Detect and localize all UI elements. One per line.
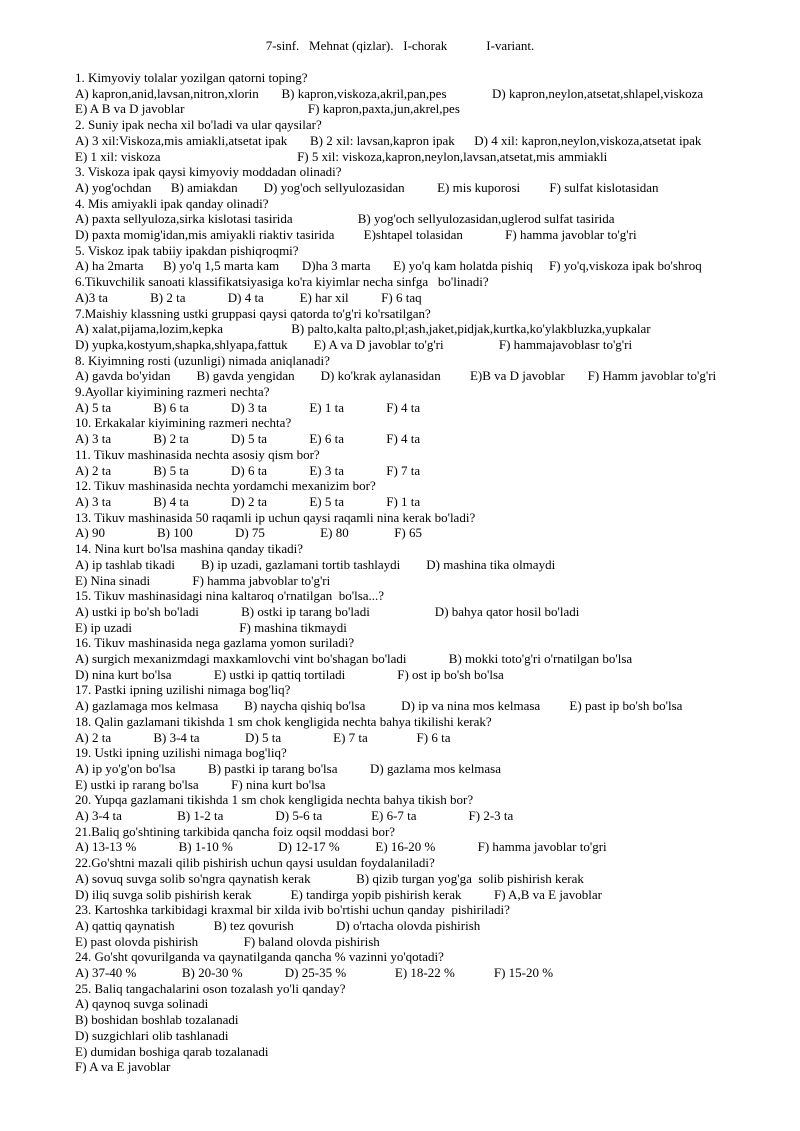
question-20-line-1: 20. Yupqa gazlamani tikishda 1 sm chok kengligida nechta bahya tikish bor? (75, 792, 474, 808)
question-6-line-1: 6.Tikuvchilik sanoati klassifikatsiyasiga ko'ra kiyimlar necha sinfga bo'linadi? (75, 274, 489, 290)
question-19-line-3: E) ustki ip rarang bo'lsa F) nina kurt bo'lsa (75, 776, 326, 792)
question-23-line-1: 23. Kartoshka tarkibidagi kraxmal bir xilda ivib bo'rtishi uchun qanday pishiriladi? (75, 902, 510, 918)
question-16-line-2: A) surgich mexanizmdagi maxkamlovchi vint bo'shagan bo'ladi B) mokki toto'g'ri o'rnatilgan bo'lsa (75, 651, 633, 667)
question-19-line-2: A) ip yo'g'on bo'lsa B) pastki ip tarang bo'lsa D) gazlama mos kelmasa (75, 760, 502, 776)
question-18-line-1: 18. Qalin gazlamani tikishda 1 sm chok kengligida nechta bahya tikilishi kerak? (75, 713, 492, 729)
question-14-line-2: A) ip tashlab tikadi B) ip uzadi, gazlamani tortib tashlaydi D) mashina tika olmaydi (75, 556, 556, 572)
question-15-line-1: 15. Tikuv mashinasidagi nina kaltaroq o'rnatilgan bo'lsa...? (75, 588, 385, 604)
question-1-line-2: A) kapron,anid,lavsan,nitron,xlorin B) kapron,viskoza,akril,pan,pes D) kapron,neylon,atsetat,shlapel,viskoza (75, 85, 704, 101)
question-22-line-2: A) sovuq suvga solib so'ngra qaynatish kerak B) qizib turgan yog'ga solib pishirish kerak (75, 870, 584, 886)
question-1-line-3: E) A B va D javoblar F) kapron,paxta,jun,akrel,pes (75, 101, 460, 117)
question-15-line-3: E) ip uzadi F) mashina tikmaydi (75, 619, 347, 635)
question-25-line-6: F) A va E javoblar (75, 1059, 171, 1075)
question-12-line-2: A) 3 ta B) 4 ta D) 2 ta E) 5 ta F) 1 ta (75, 493, 421, 509)
question-7-line-2: A) xalat,pijama,lozim,kepka B) palto,kalta palto,pl;ash,jaket,pidjak,kurtka,ko'ylakbluzka,yupkalar (75, 321, 651, 337)
question-21-line-2: A) 13-13 % B) 1-10 % D) 12-17 % E) 16-20 % F) hamma javoblar to'gri (75, 839, 607, 855)
question-14-line-1: 14. Nina kurt bo'lsa mashina qanday tikadi? (75, 541, 303, 557)
question-25-line-5: E) dumidan boshiga qarab tozalanadi (75, 1043, 269, 1059)
question-3-line-2: A) yog'ochdan B) amiakdan D) yog'och sellyulozasidan E) mis kuporosi F) sulfat kislotasidan (75, 179, 659, 195)
question-15-line-2: A) ustki ip bo'sh bo'ladi B) ostki ip tarang bo'ladi D) bahya qator hosil bo'ladi (75, 603, 580, 619)
question-24-line-2: A) 37-40 % B) 20-30 % D) 25-35 % E) 18-22 % F) 15-20 % (75, 965, 554, 981)
question-5-line-1: 5. Viskoz ipak tabiiy ipakdan pishiqroqmi? (75, 242, 299, 258)
question-2-line-1: 2. Suniy ipak necha xil bo'ladi va ular qaysilar? (75, 117, 322, 133)
page-title: 7-sinf. Mehnat (qizlar). I-chorak I-variant. (265, 38, 535, 53)
question-14-line-3: E) Nina sinadi F) hamma jabvoblar to'g'ri (75, 572, 331, 588)
question-19-line-1: 19. Ustki ipning uzilishi nimaga bog'liq? (75, 745, 287, 761)
question-17-line-2: A) gazlamaga mos kelmasa B) naycha qishiq bo'lsa D) ip va nina mos kelmasa E) past ip bo'sh bo'lsa (75, 698, 683, 714)
question-1-line-1: 1. Kimyoviy tolalar yozilgan qatorni toping? (75, 70, 308, 85)
question-18-line-2: A) 2 ta B) 3-4 ta D) 5 ta E) 7 ta F) 6 ta (75, 729, 451, 745)
question-4-line-1: 4. Mis amiyakli ipak qanday olinadi? (75, 195, 269, 211)
question-20-line-2: A) 3-4 ta B) 1-2 ta D) 5-6 ta E) 6-7 ta F) 2-3 ta (75, 808, 514, 824)
question-8-line-1: 8. Kiyimning rosti (uzunligi) nimada aniqlanadi? (75, 352, 330, 368)
question-22-line-3: D) iliq suvga solib pishirish kerak E) tandirga yopib pishirish kerak F) A,B va E javoblar (75, 886, 602, 902)
question-22-line-1: 22.Go'shtni mazali qilib pishirish uchun qaysi usuldan foydalaniladi? (75, 855, 435, 871)
question-list (0, 54, 800, 1075)
question-3-line-1: 3. Viskoza ipak qaysi kimyoviy moddadan olinadi? (75, 164, 342, 180)
question-25-line-2: A) qaynoq suvga solinadi (75, 996, 209, 1012)
question-13-line-2: A) 90 B) 100 D) 75 E) 80 F) 65 (75, 525, 423, 541)
question-4-line-2: A) paxta sellyuloza,sirka kislotasi tasirida B) yog'och sellyulozasidan,uglerod sulfat tasirida (75, 211, 615, 227)
question-25-line-1: 25. Baliq tangachalarini oson tozalash yo'li qanday? (75, 980, 346, 996)
question-10-line-1: 10. Erkakalar kiyimining razmeri nechta? (75, 415, 292, 431)
question-23-line-3: E) past olovda pishirish F) baland olovda pishirish (75, 933, 380, 949)
question-4-line-3: D) paxta momig'idan,mis amiyakli riaktiv tasirida E)shtapel tolasidan F) hamma javoblar to'g'ri (75, 227, 637, 243)
question-13-line-1: 13. Tikuv mashinasida 50 raqamli ip uchun qaysi raqamli nina kerak bo'ladi? (75, 509, 476, 525)
question-24-line-1: 24. Go'sht qovurilganda va qaynatilganda qancha % vazinni yo'qotadi? (75, 949, 444, 965)
question-25-line-4: D) suzgichlari olib tashlanadi (75, 1027, 229, 1043)
question-11-line-2: A) 2 ta B) 5 ta D) 6 ta E) 3 ta F) 7 ta (75, 462, 421, 478)
question-16-line-3: D) nina kurt bo'lsa E) ustki ip qattiq tortiladi F) ost ip bo'sh bo'lsa (75, 666, 504, 682)
question-2-line-2: A) 3 xil:Viskoza,mis amiakli,atsetat ipak B) 2 xil: lavsan,kapron ipak D) 4 xil: kapron,neylon,viskoza,atsetat ipak (75, 132, 702, 148)
question-23-line-2: A) qattiq qaynatish B) tez qovurish D) o'rtacha olovda pishirish (75, 917, 481, 933)
question-8-line-2: A) gavda bo'yidan B) gavda yengidan D) ko'krak aylanasidan E)B va D javoblar F) Hamm javoblar to'g'ri (75, 368, 717, 384)
question-7-line-1: 7.Maishiy klassning ustki gruppasi qaysi qatorda to'g'ri ko'rsatilgan? (75, 305, 431, 321)
question-5-line-2: A) ha 2marta B) yo'q 1,5 marta kam D)ha 3 marta E) yo'q kam holatda pishiq F) yo'q,viskoza ipak bo'shroq (75, 258, 702, 274)
question-17-line-1: 17. Pastki ipning uzilishi nimaga bog'liq? (75, 682, 291, 698)
question-9-line-1: 9.Ayollar kiyimining razmeri nechta? (75, 384, 270, 400)
question-7-line-3: D) yupka,kostyum,shapka,shlyapa,fattuk E) A va D javoblar to'g'ri F) hammajavoblasr to'g'ri (75, 336, 633, 352)
question-25-line-3: B) boshidan boshlab tozalanadi (75, 1012, 239, 1028)
question-6-line-2: A)3 ta B) 2 ta D) 4 ta E) har xil F) 6 taq (75, 289, 422, 305)
question-9-line-2: A) 5 ta B) 6 ta D) 3 ta E) 1 ta F) 4 ta (75, 399, 421, 415)
question-16-line-1: 16. Tikuv mashinasida nega gazlama yomon suriladi? (75, 635, 355, 651)
question-11-line-1: 11. Tikuv mashinasida nechta asosiy qism bor? (75, 446, 320, 462)
question-12-line-1: 12. Tikuv mashinasida nechta yordamchi mexanizim bor? (75, 478, 376, 494)
question-21-line-1: 21.Baliq go'shtining tarkibida qancha foiz oqsil moddasi bor? (75, 823, 396, 839)
question-10-line-2: A) 3 ta B) 2 ta D) 5 ta E) 6 ta F) 4 ta (75, 431, 421, 447)
question-2-line-3: E) 1 xil: viskoza F) 5 xil: viskoza,kapron,neylon,lavsan,atsetat,mis ammiakli (75, 148, 608, 164)
